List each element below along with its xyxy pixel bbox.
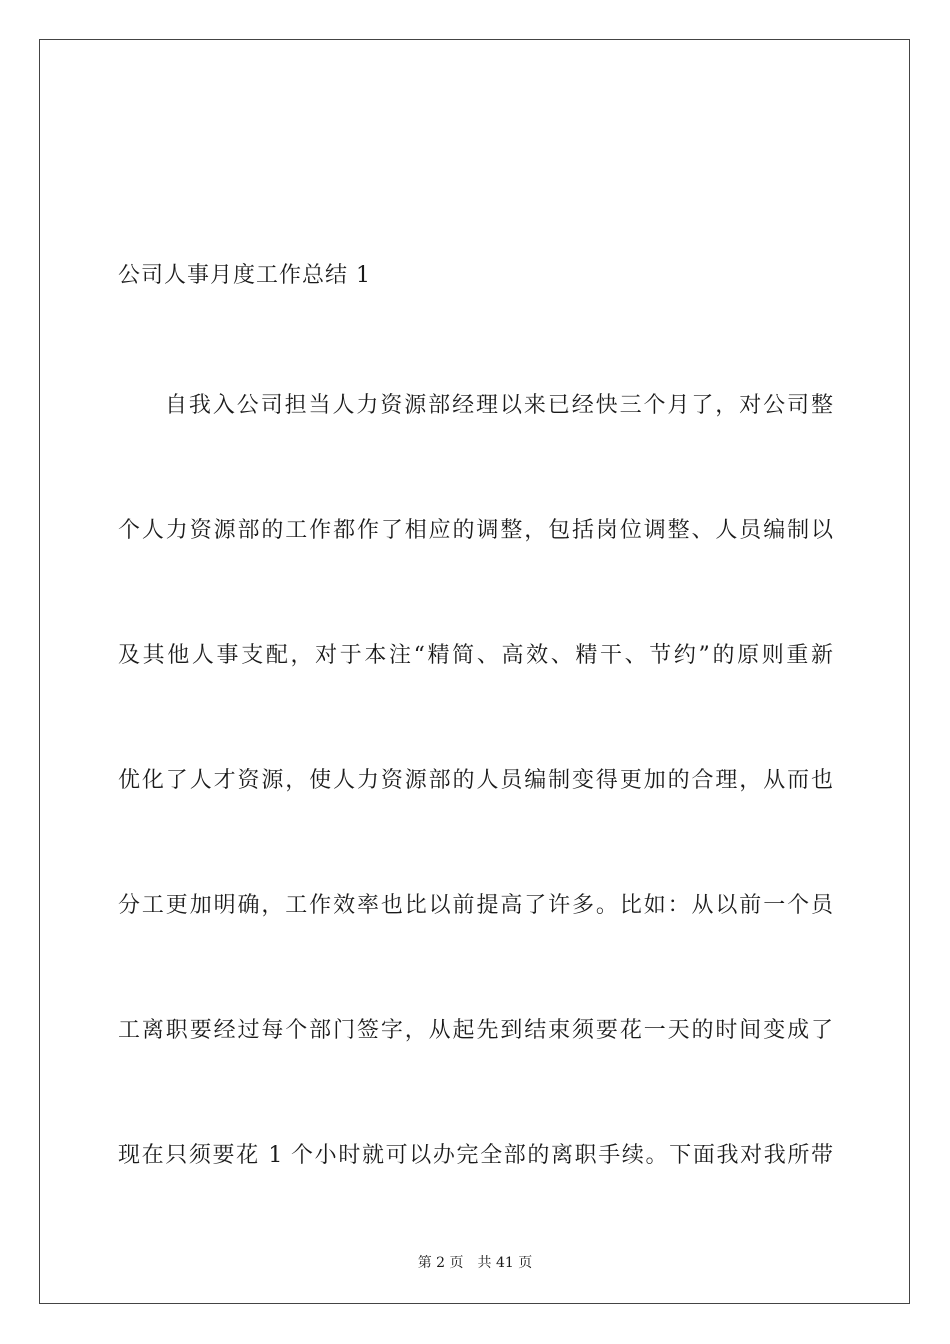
paragraph-line-1: 自我入公司担当人力资源部经理以来已经快三个月了，对公司整 bbox=[165, 393, 833, 418]
page-footer bbox=[0, 1252, 950, 1272]
paragraph-line-4: 优化了人才资源，使人力资源部的人员编制变得更加的合理，从而也 bbox=[118, 768, 833, 793]
paragraph-line-5: 分工更加明确，工作效率也比以前提高了许多。比如：从以前一个员 bbox=[118, 893, 833, 918]
page-number: 第 2 页 bbox=[417, 1255, 464, 1271]
page-border bbox=[39, 39, 910, 1304]
paragraph-line-6: 工离职要经过每个部门签字，从起先到结束须要花一天的时间变成了 bbox=[118, 1018, 833, 1043]
paragraph-line-3: 及其他人事支配，对于本注“精简、高效、精干、节约”的原则重新 bbox=[118, 643, 833, 668]
paragraph-line-2: 个人力资源部的工作都作了相应的调整，包括岗位调整、人员编制以 bbox=[118, 518, 833, 543]
paragraph-line-7: 现在只须要花 1 个小时就可以办完全部的离职手续。下面我对我所带 bbox=[118, 1143, 833, 1168]
document-title: 公司人事月度工作总结 1 bbox=[118, 263, 371, 288]
page-total: 共 41 页 bbox=[477, 1255, 533, 1271]
